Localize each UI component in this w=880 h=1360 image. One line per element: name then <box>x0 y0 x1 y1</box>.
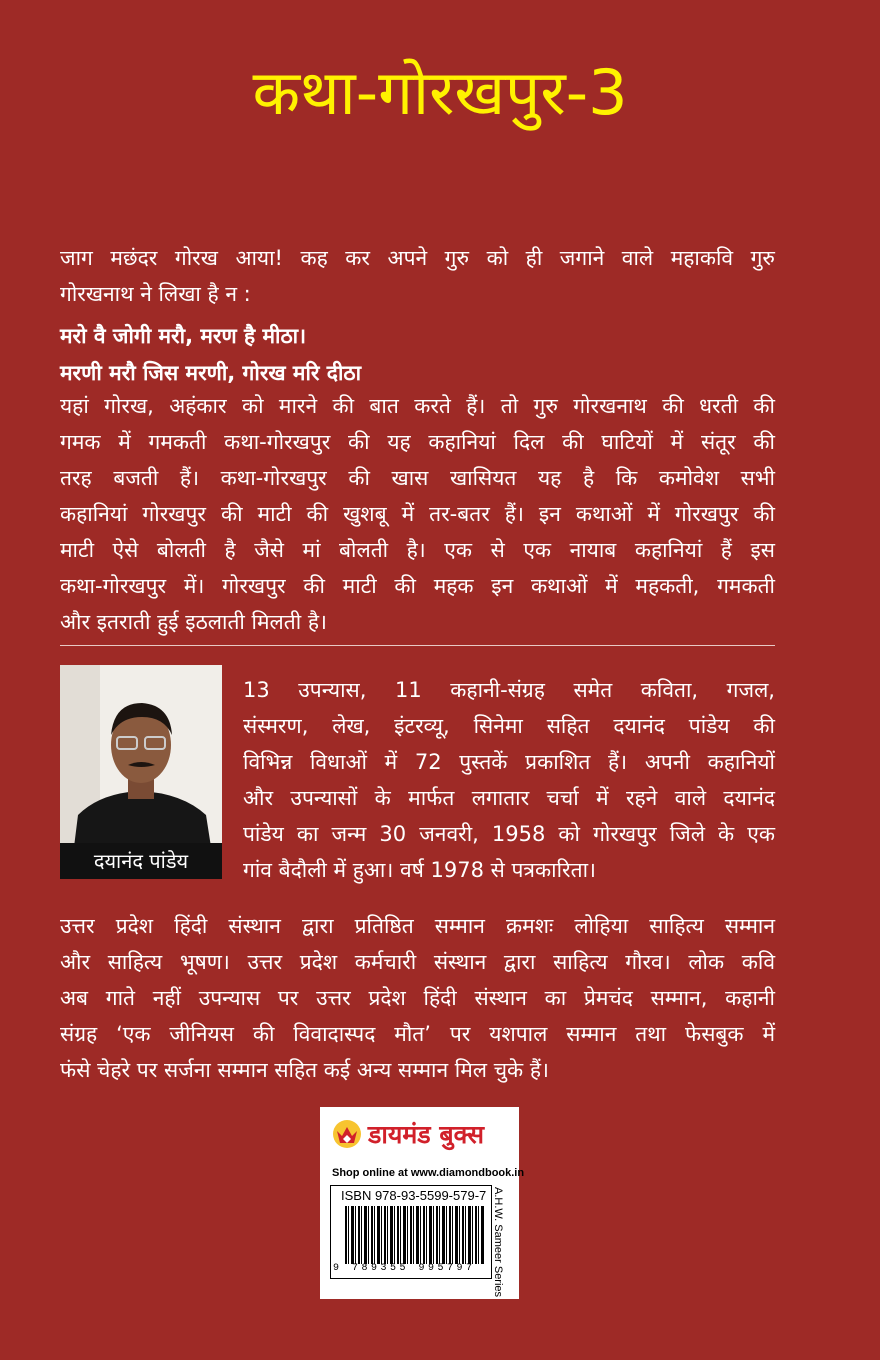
text-line: मरणी मरौ जिस मरणी, गोरख मरि दीठा <box>60 361 362 385</box>
barcode <box>330 1185 492 1279</box>
awards-paragraph <box>60 908 775 1088</box>
text-line: अब गाते नहीं उपन्यास पर उत्तर प्रदेश हिंदी संस्थान का प्रेमचंद सम्मान, कहानी <box>60 986 775 1010</box>
text-line: माटी ऐसे बोलती है जैसे मां बोलती है। एक से एक नायाब कहानियां हैं इस <box>60 538 775 562</box>
text-line: यहां गोरख, अहंकार को मारने की बात करते हैं। तो गुरु गोरखनाथ की धरती की <box>60 394 775 418</box>
book-title: कथा-गोरखपुर-3 <box>252 56 628 129</box>
text-line: उत्तर प्रदेश हिंदी संस्थान द्वारा प्रतिष्ठित सम्मान क्रमशः लोहिया साहित्य सम्मान <box>60 914 775 938</box>
author-name-caption: दयानंद पांडेय <box>60 843 222 879</box>
publisher-name: डायमंड बुक्स <box>368 1120 485 1149</box>
text-line: संग्रह ‘एक जीनियस की विवादास्पद मौत’ पर यशपाल सम्मान तथा फेसबुक में <box>60 1022 775 1046</box>
text-line: 13 उपन्यास, 11 कहानी-संग्रह समेत कविता, गजल, <box>243 678 775 702</box>
barcode-bars <box>345 1206 485 1264</box>
description-paragraph <box>60 388 775 640</box>
text-line: संस्मरण, लेख, इंटरव्यू, सिनेमा सहित दयानंद पांडेय की <box>243 714 775 738</box>
text-line: गमक में गमकती कथा-गोरखपुर की यह कहानियां दिल की घाटियों में संतूर की <box>60 430 775 454</box>
diamond-logo-icon <box>332 1119 362 1149</box>
verse-quote <box>60 318 775 392</box>
text-line: मरो वै जोगी मरौ, मरण है मीठा। <box>60 324 307 348</box>
isbn-text: ISBN 978-93-5599-579-7 <box>341 1188 487 1203</box>
author-bio <box>243 672 775 888</box>
intro-paragraph <box>60 240 775 312</box>
text-line: और इतराती हुई इठलाती मिलती है। <box>60 610 327 634</box>
author-photo <box>60 665 222 879</box>
text-line: पांडेय का जन्म 30 जनवरी, 1958 को गोरखपुर जिले के एक <box>243 822 775 846</box>
text-line: गांव बैदौली में हुआ। वर्ष 1978 से पत्रकारिता। <box>243 858 596 882</box>
text-line: और उपन्यासों के मार्फत लगातार चर्चा में रहने वाले दयानंद <box>243 786 775 810</box>
text-line: कहानियां गोरखपुर की माटी की खुशबू में तर-बतर हैं। इन कथाओं में गोरखपुर की <box>60 502 775 526</box>
divider <box>60 645 775 646</box>
text-line: गोरखनाथ ने लिखा है न : <box>60 282 251 306</box>
publisher-logo <box>332 1117 484 1151</box>
barcode-digits: 9 789355 995797 <box>333 1263 476 1274</box>
text-line: फंसे चेहरे पर सर्जना सम्मान सहित कई अन्य सम्मान मिल चुके हैं। <box>60 1058 549 1082</box>
shop-online-text: Shop online at www.diamondbook.in <box>332 1167 525 1179</box>
text-line: तरह बजती हैं। कथा-गोरखपुर की खास खासियत यह है कि कमोवेश सभी <box>60 466 775 490</box>
text-line: विभिन्न विधाओं में 72 पुस्तकें प्रकाशित हैं। अपनी कहानियों <box>243 750 775 774</box>
series-label: A.H.W. Sameer Series <box>492 1187 504 1298</box>
publisher-barcode-panel <box>320 1107 525 1299</box>
text-line: जाग मछंदर गोरख आया! कह कर अपने गुरु को ही जगाने वाले महाकवि गुरु <box>60 246 775 270</box>
text-line: और साहित्य भूषण। उत्तर प्रदेश कर्मचारी संस्थान द्वारा साहित्य गौरव। लोक कवि <box>60 950 775 974</box>
text-line: कथा-गोरखपुर में। गोरखपुर की माटी की महक इन कथाओं में महकती, गमकती <box>60 574 775 598</box>
